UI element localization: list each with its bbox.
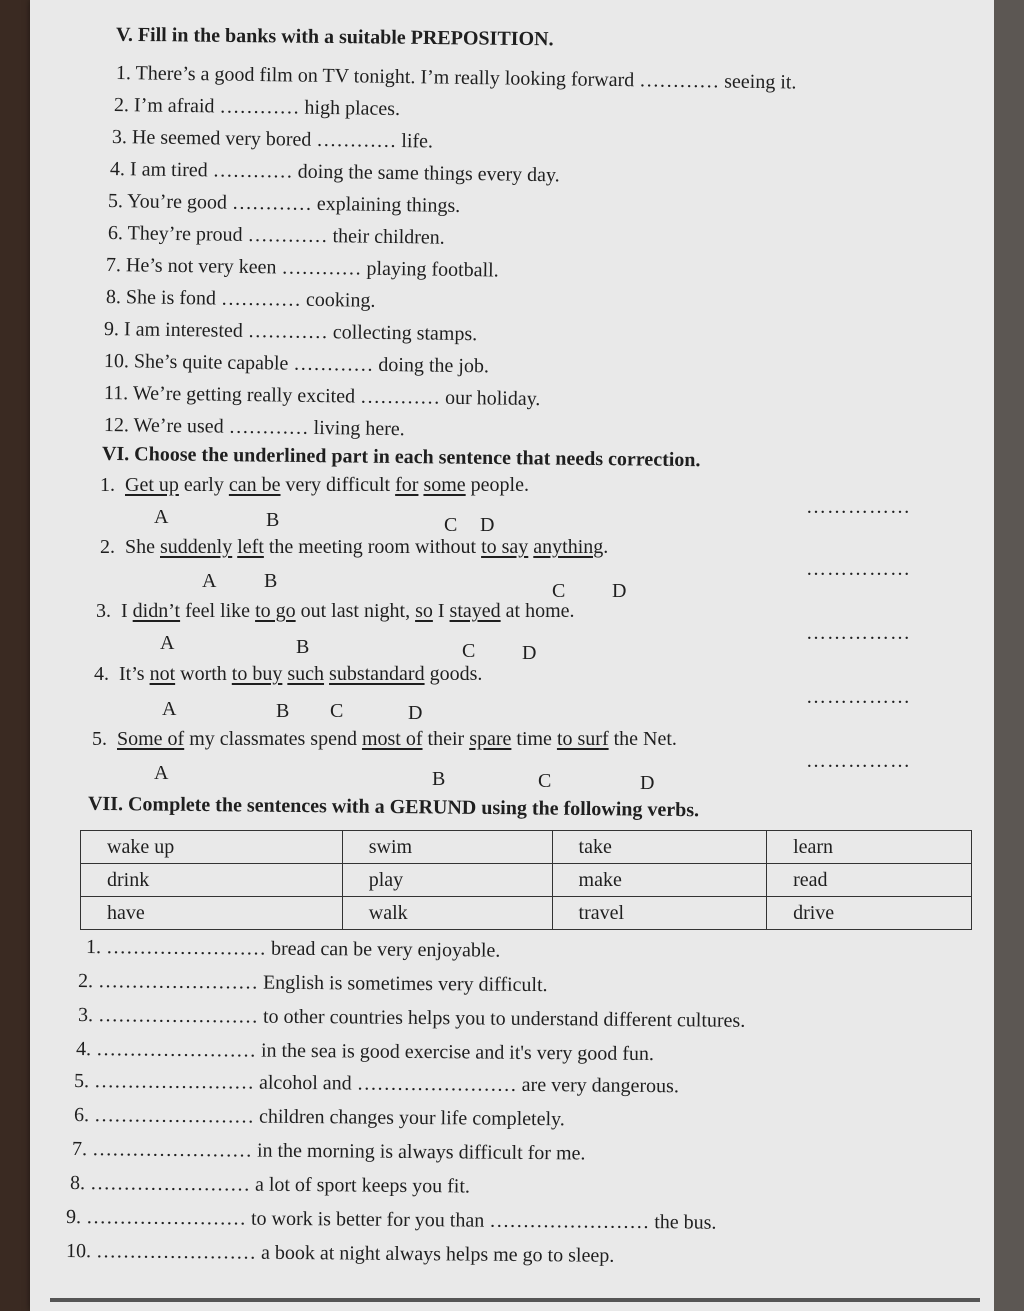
option-a: didn’t xyxy=(132,600,181,622)
section-vi-title: VI. Choose the underlined part in each sentence that needs correction. xyxy=(101,442,701,472)
option-letter-a: A xyxy=(154,762,169,784)
item-number: 10. xyxy=(103,350,130,373)
table-cell: wake up xyxy=(81,831,343,864)
answer-blank: ………… xyxy=(231,191,313,215)
answer-blank: ………… xyxy=(220,287,302,311)
item-number: 12. xyxy=(103,414,130,437)
item-text: I’m afraid xyxy=(133,94,215,118)
table-cell: learn xyxy=(767,831,972,864)
answer-blank: ………… xyxy=(639,69,720,93)
answer-blank: …………………… xyxy=(85,1206,247,1230)
option-letter-c: C xyxy=(330,700,344,722)
item-text: in the morning is always difficult for me. xyxy=(256,1139,586,1165)
fill-blank-item xyxy=(114,94,400,121)
section-v-title: V. Fill in the banks with a suitable PREPOSITION. xyxy=(115,23,554,51)
item-number: 1. xyxy=(85,936,102,959)
answer-blank: ………… xyxy=(247,223,328,248)
answer-blank: …………………… xyxy=(97,1004,259,1028)
option-letter-d: D xyxy=(612,580,627,602)
correction-sentence-4: 4. It’s not worth to buy such substandard goods. xyxy=(94,663,483,685)
answer-blank: …………………… xyxy=(93,1104,255,1128)
answer-blank: …………………… xyxy=(89,1172,251,1196)
item-text: collecting stamps. xyxy=(332,321,478,346)
item-text: He’s not very keen xyxy=(125,254,277,279)
option-c: so xyxy=(415,600,433,622)
gerund-item xyxy=(86,936,501,963)
item-text: seeing it. xyxy=(724,70,797,94)
option-a: Some of xyxy=(117,728,185,750)
item-text: high places. xyxy=(304,96,401,120)
answer-blank: …………………… xyxy=(97,970,259,994)
item-number: 9. xyxy=(65,1206,82,1229)
table-cell: travel xyxy=(552,897,767,930)
item-text: in the sea is good exercise and it's very good fun. xyxy=(260,1039,655,1066)
answer-blank: …………………… xyxy=(356,1072,517,1096)
answer-blank: ………… xyxy=(293,352,374,376)
item-text: They’re proud xyxy=(127,222,243,246)
option-letter-c: C xyxy=(444,514,458,536)
option-d: some xyxy=(423,474,466,496)
option-d: to surf xyxy=(556,728,609,750)
table-cell: read xyxy=(767,864,972,897)
item-text: to work is better for you than xyxy=(250,1207,485,1232)
correction-sentence-1: 1. Get up early can be very difficult for some people. xyxy=(100,474,529,496)
answer-blank: ………… xyxy=(359,385,441,409)
option-a: Get up xyxy=(125,474,179,496)
background-surface xyxy=(994,0,1024,1311)
answer-blank: …………… xyxy=(806,558,911,580)
item-number: 7. xyxy=(105,254,122,277)
correction-sentence-3: 3. I didn’t feel like to go out last night, so I stayed at home. xyxy=(96,600,575,622)
table-cell: walk xyxy=(342,897,552,930)
item-text: She’s quite capable xyxy=(133,350,289,375)
item-text: alcohol and xyxy=(258,1071,352,1095)
table-cell: play xyxy=(342,864,552,897)
item-text: I am interested xyxy=(123,318,243,342)
option-letter-a: A xyxy=(160,632,175,654)
item-text: explaining things. xyxy=(316,192,461,217)
option-letter-b: B xyxy=(276,700,290,722)
item-text: life. xyxy=(401,130,434,153)
option-letter-c: C xyxy=(538,770,552,792)
answer-blank: …………… xyxy=(806,622,911,644)
item-number: 5. xyxy=(107,190,124,213)
gerund-item xyxy=(70,1172,470,1198)
option-c: such xyxy=(287,663,325,685)
item-number: 4. xyxy=(109,158,126,181)
option-letter-a: A xyxy=(162,698,177,720)
item-text: English is sometimes very difficult. xyxy=(262,971,548,997)
gerund-item xyxy=(78,970,548,997)
item-text: She is fond xyxy=(125,286,217,310)
item-number: 2. xyxy=(77,970,94,993)
answer-blank: …………… xyxy=(806,686,911,708)
option-d: substandard xyxy=(329,663,425,685)
answer-blank: …………………… xyxy=(91,1138,253,1162)
section-vii-title: VII. Complete the sentences with a GERUND using the following verbs. xyxy=(87,792,700,822)
item-text: to other countries helps you to understand different cultures. xyxy=(262,1005,746,1032)
item-number: 10. xyxy=(65,1240,92,1263)
option-letter-b: B xyxy=(432,768,446,790)
option-a: suddenly xyxy=(160,536,233,558)
option-letter-a: A xyxy=(202,570,217,592)
table-cell: swim xyxy=(342,831,552,864)
gerund-item xyxy=(66,1240,614,1268)
answer-blank: ………… xyxy=(228,415,309,439)
answer-blank: ………… xyxy=(247,320,328,344)
answer-blank: …………… xyxy=(806,496,911,518)
fill-blank-item xyxy=(104,414,405,441)
item-text: living here. xyxy=(313,416,405,441)
option-letter-d: D xyxy=(480,514,495,536)
answer-blank: ………… xyxy=(219,95,300,119)
item-text: We’re getting really excited xyxy=(132,382,356,408)
option-b: to go xyxy=(255,600,296,622)
table-row xyxy=(81,897,972,930)
answer-blank: …………………… xyxy=(105,936,267,960)
option-d: anything xyxy=(533,536,604,558)
option-letter-b: B xyxy=(296,636,310,658)
table-cell: have xyxy=(81,897,343,930)
option-letter-d: D xyxy=(640,772,655,794)
item-text: doing the same things every day. xyxy=(297,160,560,187)
item-text: a lot of sport keeps you fit. xyxy=(254,1173,471,1198)
correction-sentence-5: 5. Some of my classmates spend most of their spare time to surf the Net. xyxy=(92,728,677,750)
option-a: not xyxy=(149,663,176,685)
item-text: their children. xyxy=(332,225,445,249)
option-b: to buy xyxy=(231,663,283,685)
item-number: 2. xyxy=(113,94,130,117)
item-text: cooking. xyxy=(305,288,376,312)
answer-blank: …………………… xyxy=(95,1240,257,1264)
item-number: 8. xyxy=(105,286,122,309)
fill-blank-item xyxy=(108,190,461,218)
item-text: bread can be very enjoyable. xyxy=(270,937,501,962)
option-letter-d: D xyxy=(408,702,423,724)
item-number: 7. xyxy=(71,1138,88,1161)
option-letter-d: D xyxy=(522,642,537,664)
item-number: 6. xyxy=(73,1104,90,1127)
answer-blank: …………… xyxy=(806,750,911,772)
answer-blank: …………………… xyxy=(95,1038,257,1062)
item-text: are very dangerous. xyxy=(521,1073,679,1098)
item-number: 11. xyxy=(103,382,129,405)
option-b: can be xyxy=(228,474,281,496)
item-number: 6. xyxy=(107,222,124,245)
option-d: stayed xyxy=(449,600,501,622)
option-letter-b: B xyxy=(266,509,280,531)
answer-blank: …………………… xyxy=(489,1209,650,1234)
option-c: spare xyxy=(469,728,512,750)
fill-blank-item xyxy=(106,286,376,313)
option-c: for xyxy=(395,474,419,496)
correction-sentence-2: 2. She suddenly left the meeting room without to say anything. xyxy=(100,536,609,558)
item-text: He seemed very bored xyxy=(131,126,312,151)
item-number: 3. xyxy=(111,126,128,149)
option-b: most of xyxy=(361,728,423,750)
item-text: There’s a good film on TV tonight. I’m really looking forward xyxy=(135,62,635,92)
answer-blank: ………… xyxy=(281,256,362,280)
item-number: 4. xyxy=(75,1038,92,1061)
answer-blank: ………… xyxy=(316,128,397,152)
verb-table xyxy=(80,830,972,930)
item-text: We’re used xyxy=(133,414,224,438)
option-letter-c: C xyxy=(462,640,476,662)
item-text: children changes your life completely. xyxy=(258,1105,565,1131)
item-text: the bus. xyxy=(654,1211,717,1234)
fill-blank-item xyxy=(108,222,445,250)
table-cell: drink xyxy=(81,864,343,897)
fill-blank-item xyxy=(112,126,433,153)
table-row xyxy=(81,831,972,864)
answer-blank: …………………… xyxy=(93,1070,255,1094)
item-text: You’re good xyxy=(127,190,228,214)
gerund-item xyxy=(74,1104,565,1131)
option-b: left xyxy=(237,536,264,558)
item-number: 5. xyxy=(73,1070,90,1093)
answer-blank: ………… xyxy=(212,159,293,183)
table-cell: drive xyxy=(767,897,972,930)
option-c: to say xyxy=(481,536,529,558)
item-text: playing football. xyxy=(366,257,499,282)
bottom-divider xyxy=(50,1298,980,1302)
item-number: 3. xyxy=(77,1004,94,1027)
option-letter-a: A xyxy=(154,506,169,528)
table-row xyxy=(81,864,972,897)
item-text: a book at night always helps me go to sleep. xyxy=(260,1241,615,1267)
gerund-item xyxy=(72,1138,586,1165)
option-letter-c: C xyxy=(552,580,566,602)
table-cell: take xyxy=(552,831,767,864)
item-text: our holiday. xyxy=(444,386,541,411)
table-cell: make xyxy=(552,864,767,897)
option-letter-b: B xyxy=(264,570,278,592)
item-text: doing the job. xyxy=(378,353,490,378)
item-text: I am tired xyxy=(129,158,208,182)
item-number: 1. xyxy=(115,62,132,85)
item-number: 8. xyxy=(69,1172,86,1195)
item-number: 9. xyxy=(103,318,120,341)
